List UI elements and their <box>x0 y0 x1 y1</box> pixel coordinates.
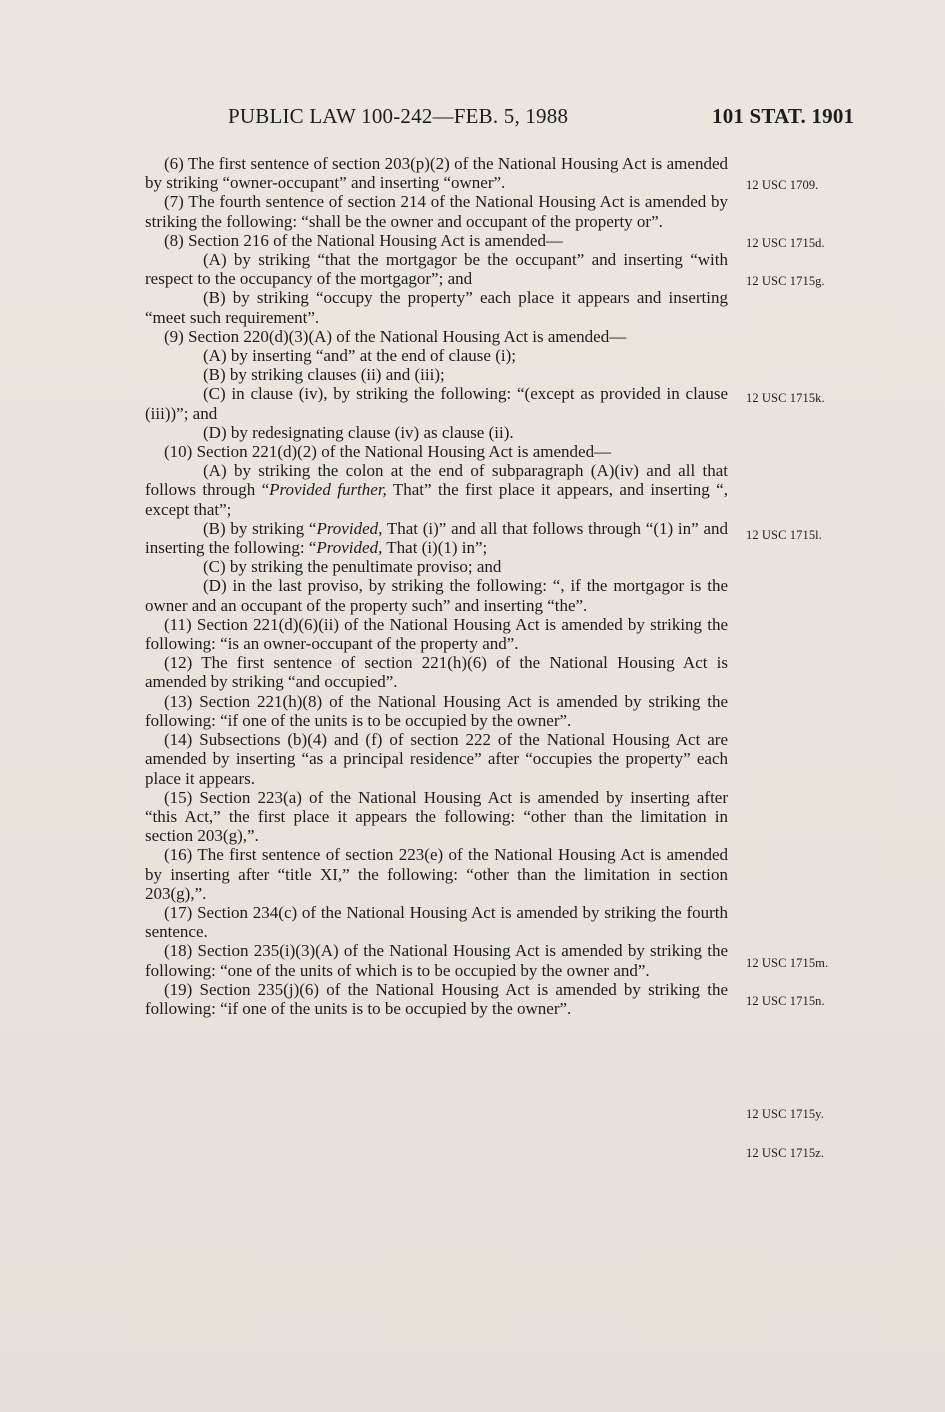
paragraph-10b-text-3: That (i)(1) in”; <box>382 538 488 558</box>
margin-note-usc-1709: 12 USC 1709. <box>746 178 819 192</box>
body-text <box>145 154 728 1018</box>
margin-note-usc-1715y: 12 USC 1715y. <box>746 1107 824 1121</box>
margin-note-usc-1715d: 12 USC 1715d. <box>746 236 825 250</box>
margin-note-usc-1715k: 12 USC 1715k. <box>746 391 825 405</box>
paragraph-9d: (D) by redesignating clause (iv) as clause (ii). <box>203 422 514 442</box>
paragraph-10b-text-2: That (i)” and all that follows through “(1) in” and inserting the following: “ <box>145 518 729 558</box>
margin-note-usc-1715g: 12 USC 1715g. <box>746 274 825 288</box>
paragraph-10: (10) Section 221(d)(2) of the National Housing Act is amended— <box>164 442 612 462</box>
paragraph-10b-italic-1: Provided, <box>316 518 383 538</box>
paragraph-9b: (B) by striking clauses (ii) and (iii); <box>203 365 445 385</box>
paragraph-17: (17) Section 234(c) of the National Housing Act is amended by striking the fourth sentence. <box>145 902 728 942</box>
paragraph-16: (16) The first sentence of section 223(e) of the National Housing Act is amended by inserting after “title XI,” the following: “other than the limitation in section 203(g),”. <box>145 845 728 903</box>
paragraph-18: (18) Section 235(i)(3)(A) of the National Housing Act is amended by striking the following: “one of the units of which is to be occupied by the owner and”. <box>145 941 728 980</box>
paragraph-19: (19) Section 235(j)(6) of the National Housing Act is amended by striking the following: “if one of the units is to be occupied by the owner”. <box>145 979 728 1018</box>
margin-note-usc-1715n: 12 USC 1715n. <box>746 994 825 1008</box>
paragraph-10d: (D) in the last proviso, by striking the following: “, if the mortgagor is the owner and an occupant of the property such” and inserting “the”. <box>145 576 728 615</box>
paragraph-10a-italic: Provided further, <box>269 480 387 500</box>
paragraph-10a-text-1: (A) by striking the colon at the end of subparagraph (A)(iv) and all that follows through “ <box>145 461 728 500</box>
paragraph-10a <box>145 461 728 519</box>
paragraph-14: (14) Subsections (b)(4) and (f) of section 222 of the National Housing Act are amended by inserting “as a principal residence” after “occupies the property” each place it appears. <box>145 730 728 788</box>
paragraph-10a-text-2: That” the first place it appears, and inserting “, except that”; <box>145 480 728 519</box>
paragraph-9a: (A) by inserting “and” at the end of clause (i); <box>203 346 516 366</box>
header-title: PUBLIC LAW 100-242—FEB. 5, 1988 <box>228 104 569 128</box>
paragraph-10b <box>145 519 728 557</box>
paragraph-10c: (C) by striking the penultimate proviso; and <box>203 557 502 577</box>
paragraph-9: (9) Section 220(d)(3)(A) of the National Housing Act is amended— <box>164 326 627 346</box>
paragraph-10b-italic-2: Provided, <box>316 538 383 558</box>
margin-note-usc-1715z: 12 USC 1715z. <box>746 1146 825 1160</box>
paragraph-10b-text-1: (B) by striking “ <box>203 518 317 538</box>
paragraph-11: (11) Section 221(d)(6)(ii) of the National Housing Act is amended by striking the following: “is an owner-occupant of the property and”. <box>145 614 728 654</box>
paragraph-8b: (B) by striking “occupy the property” each place it appears and inserting “meet such requirement”. <box>145 288 728 327</box>
margin-note-usc-1715m: 12 USC 1715m. <box>746 956 829 970</box>
paragraph-9c: (C) in clause (iv), by striking the following: “(except as provided in clause (iii))”; and <box>145 384 728 423</box>
paragraph-8: (8) Section 216 of the National Housing Act is amended— <box>164 230 563 250</box>
paragraph-7: (7) The fourth sentence of section 214 of the National Housing Act is amended by striking the following: “shall be the owner and occupant of the property or”. <box>145 192 728 231</box>
paragraph-8a: (A) by striking “that the mortgagor be the occupant” and inserting “with respect to the occupancy of the mortgagor”; and <box>145 250 728 289</box>
paragraph-12: (12) The first sentence of section 221(h)(6) of the National Housing Act is amended by striking “and occupied”. <box>145 653 728 692</box>
paragraph-15: (15) Section 223(a) of the National Housing Act is amended by inserting after “this Act,” the first place it appears the following: “other than the limitation in section 203(g),”. <box>145 787 728 846</box>
margin-note-usc-1715l: 12 USC 1715l. <box>746 528 822 542</box>
paragraph-6: (6) The first sentence of section 203(p)(2) of the National Housing Act is amended by striking “owner-occupant” and inserting “owner”. <box>145 154 728 193</box>
paragraph-13: (13) Section 221(h)(8) of the National Housing Act is amended by striking the following: “if one of the units is to be occupied by the owner”. <box>145 691 728 730</box>
page-header <box>0 104 945 134</box>
header-stat-page: 101 STAT. 1901 <box>712 104 855 128</box>
